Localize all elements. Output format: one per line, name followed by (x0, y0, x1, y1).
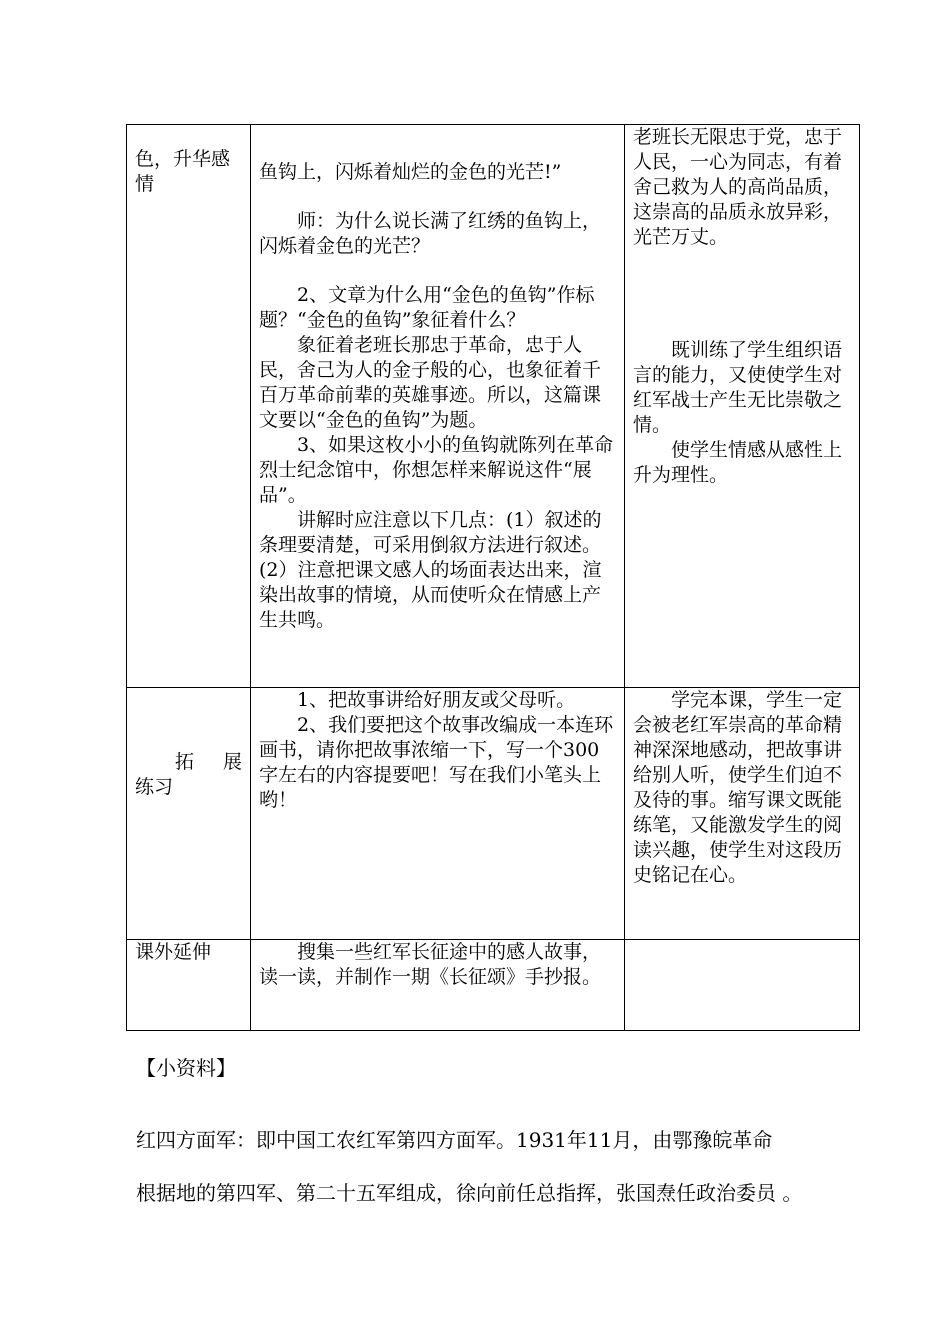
intent-paragraph: 使学生情感从感性上升为理性。 (633, 439, 843, 486)
design-intent-cell (625, 125, 860, 688)
design-intent-cell (625, 688, 860, 940)
row-label-cell (127, 125, 251, 688)
table-row (127, 125, 860, 688)
intent-paragraph: 学完本课，学生一定会被老红军崇高的革命精神深深地感动，把故事讲给别人听，使学生们迫不及待的事。缩写课文既能练笔，又能激发学生的阅读兴趣，使学生对这段历史铭记在心。 (633, 689, 843, 886)
content-paragraph: 3、如果这枚小小的鱼钩就陈列在革命烈士纪念馆中，你想怎样来解说这件“展品”。 (259, 434, 614, 506)
row-label-cell (127, 688, 251, 940)
teaching-content-cell (251, 125, 625, 688)
table-row (127, 688, 860, 940)
design-intent-cell (625, 940, 860, 1031)
table-row (127, 940, 860, 1031)
teaching-content-cell (251, 940, 625, 1031)
teaching-content-cell (251, 688, 625, 940)
intent-paragraph: 老班长无限忠于党，忠于人民，一心为同志，有着舍己救为人的高尚品质，这崇高的品质永放异彩，光芒万丈。 (633, 126, 843, 248)
section-heading: 【小资料】 (136, 1056, 236, 1080)
row-label-line: 情 (135, 173, 155, 195)
row-label-line: 练习 (135, 776, 174, 798)
row-label-char: 展 (222, 751, 242, 773)
content-paragraph: 讲解时应注意以下几点：(1）叙述的条理要清楚，可采用倒叙方法进行叙述。(2）注意把课文感人的场面表达出来，渲染出故事的情境，从而使听众在情感上产生共鸣。 (259, 509, 602, 631)
content-paragraph: 2、文章为什么用“金色的鱼钩”作标题？“金色的鱼钩”象征着什么？ (259, 284, 595, 331)
row-label-line: 课外延伸 (135, 941, 212, 963)
content-paragraph: 搜集一些红军长征途中的感人故事，读一读，并制作一期《长征颂》手抄报。 (259, 941, 602, 988)
document-paragraph: 根据地的第四军、第二十五军组成，徐向前任总指挥，张国焘任政治委员 。 (136, 1181, 803, 1205)
document-paragraph: 红四方面军：即中国工农红军第四方面军。1931年11月，由鄂豫皖革命 (136, 1128, 773, 1152)
content-paragraph: 象征着老班长那忠于革命，忠于人民，舍己为人的金子般的心，也象征着千百万革命前辈的英雄事迹。所以，这篇课文要以“金色的鱼钩”为题。 (259, 334, 602, 431)
lesson-plan-table (126, 124, 860, 1031)
row-label-char: 拓 (175, 751, 195, 773)
row-label-cell (127, 940, 251, 1031)
intent-paragraph: 既训练了学生组织语言的能力，又使使学生对红军战士产生无比崇敬之情。 (633, 339, 843, 436)
content-paragraph: 1、把故事讲给好朋友或父母听。 (297, 689, 576, 711)
content-paragraph: 鱼钩上，闪烁着灿烂的金色的光芒!” (259, 161, 562, 183)
content-paragraph: 2、我们要把这个故事改编成一本连环画书，请你把故事浓缩一下，写一个300字左右的内容提要吧！写在我们小笔头上哟！ (259, 714, 614, 811)
content-paragraph: 师：为什么说长满了红绣的鱼钩上，闪烁着金色的光芒？ (259, 210, 602, 257)
row-label-line: 色，升华感 (135, 148, 231, 170)
